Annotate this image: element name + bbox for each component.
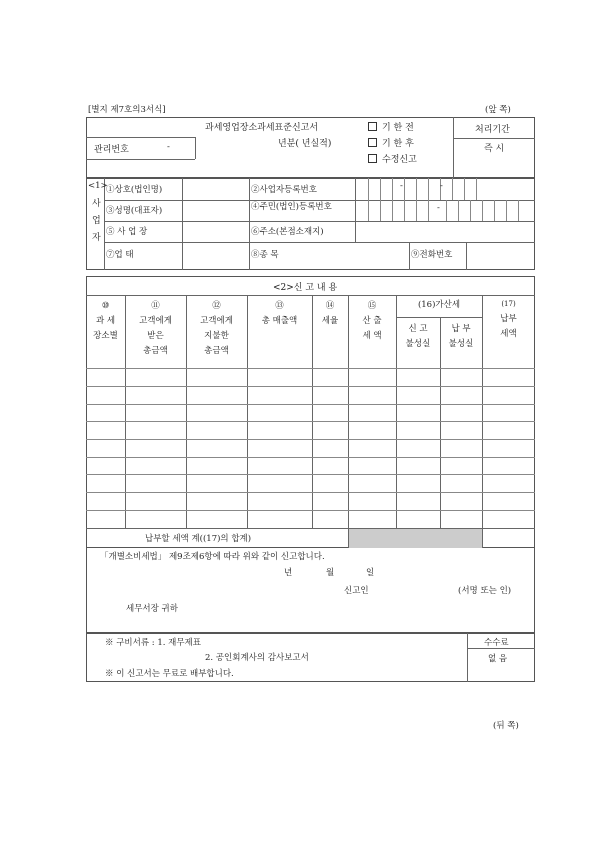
column-header-tax-rate: ⑭ 세율: [321, 301, 339, 326]
business-section-char: 자: [92, 233, 101, 243]
processing-period-value: 즉 시: [484, 144, 505, 154]
column-header-total-sales: ⑬ 총 매출액: [261, 301, 298, 326]
column-header-report-penalty: 신 고 불성실: [405, 324, 431, 349]
business-place-label: ⑤ 사 업 장: [106, 227, 148, 237]
business-item-label: ⑧종 목: [251, 250, 279, 260]
option-after-deadline[interactable]: 기 한 후: [368, 136, 414, 149]
reg-dash: -: [440, 181, 443, 191]
reg-dash: -: [400, 181, 403, 191]
required-docs: ※ 구비서류 : 1. 재무제표: [105, 638, 201, 648]
year-period: 년분( 년실적): [278, 139, 332, 149]
option-amended[interactable]: 수정신고: [368, 152, 417, 165]
option-before-deadline[interactable]: 기 한 전: [368, 120, 414, 133]
processing-period-label: 처리기간: [475, 125, 510, 135]
phone-label: ⑨전화번호: [411, 250, 453, 260]
business-section-char: 업: [92, 216, 101, 226]
column-header-computed-tax: ⑮ 산 출 세 액: [362, 301, 382, 341]
business-type-label: ⑦업 태: [106, 250, 134, 260]
form-reference: [별지 제7호의3서식]: [88, 105, 166, 115]
total-payable-label: 납부할 세액 계((17)의 합계): [145, 534, 252, 544]
representative-label: ③성명(대표자): [106, 206, 163, 216]
signature-label: (서명 또는 인): [458, 586, 512, 596]
date-year: 년: [284, 568, 293, 578]
column-header-penalty: (16)가산세: [417, 300, 461, 310]
declarant-label: 신고인: [344, 586, 369, 596]
fee-label: 수수료: [484, 638, 509, 648]
form-title: 과세영업장소과세표준신고서: [205, 123, 319, 133]
management-number-value: -: [167, 142, 170, 152]
business-section-number: <1>: [88, 181, 108, 191]
business-section-char: 사: [92, 199, 101, 209]
back-side-label: (뒤 쪽): [493, 721, 519, 731]
resident-dash: -: [437, 203, 440, 213]
column-header-payable-tax: (17) 납부 세액: [500, 300, 517, 339]
date-day: 일: [366, 568, 375, 578]
checkbox-icon: [368, 154, 377, 163]
date-month: 월: [326, 568, 335, 578]
required-docs-2: 2. 공인회계사의 감사보고서: [205, 653, 309, 663]
addressee-label: 세무서장 귀하: [126, 604, 178, 614]
management-number-label: 관리번호: [94, 145, 129, 155]
column-header-place: ⑩ 과 세 장소별: [93, 301, 118, 341]
checkbox-icon: [368, 138, 377, 147]
checkbox-icon: [368, 122, 377, 131]
business-reg-label: ②사업자등록번호: [251, 185, 317, 195]
resident-number-label: ④주민(법인)등록번호: [251, 202, 332, 212]
address-label: ⑥주소(본점소재지): [251, 227, 324, 237]
shaded-cell: [349, 529, 482, 548]
column-header-payment-penalty: 납 부 불성실: [448, 324, 474, 349]
column-header-paid: ⑫ 고객에게 지불한 총금액: [200, 301, 233, 356]
column-header-received: ⑪ 고객에게 받은 총금액: [139, 301, 172, 356]
declaration-text: 「개별소비세법」 제9조제6항에 따라 위와 같이 신고합니다.: [100, 552, 325, 562]
trade-name-label: ①상호(법인명): [106, 185, 163, 195]
fee-value: 없 음: [488, 654, 508, 664]
free-distribution-note: ※ 이 신고서는 무료로 배부합니다.: [105, 669, 234, 679]
report-section-title: <2>신 고 내 용: [273, 283, 338, 293]
front-side-label: (앞 쪽): [485, 105, 511, 115]
